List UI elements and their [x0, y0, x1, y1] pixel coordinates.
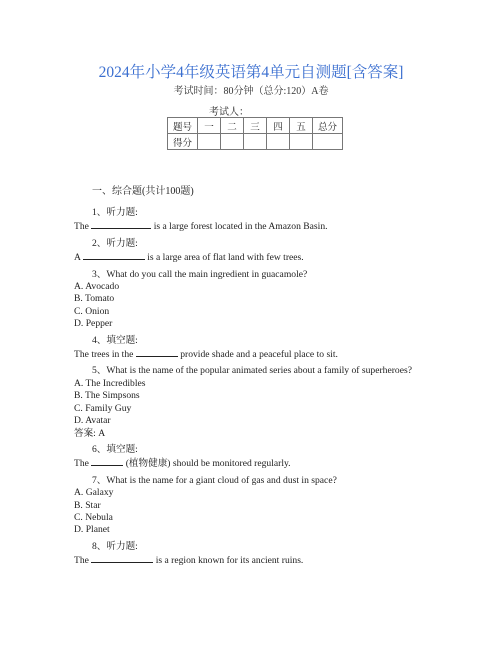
- question-text-after: is a region known for its ancient ruins.: [153, 555, 304, 567]
- question-text: [74, 347, 484, 361]
- answer-blank: [83, 250, 145, 260]
- question-text-after: is a large forest located in the Amazon Basin.: [151, 221, 328, 233]
- question-text-after: (植物健康) should be monitored regularly.: [123, 458, 291, 470]
- score-table: [167, 117, 343, 150]
- score-header-cell: 三: [244, 118, 267, 134]
- answer-blank: [91, 219, 151, 229]
- question-text: [74, 219, 484, 233]
- score-cell: [290, 134, 313, 150]
- question-text: [74, 553, 484, 567]
- question-head: 7、What is the name for a giant cloud of gas and dust in space?: [92, 474, 337, 486]
- option: C. Family Guy: [74, 402, 132, 414]
- question-list: [74, 203, 484, 572]
- question-head: 8、听力题:: [92, 540, 138, 552]
- score-header-cell: 二: [221, 118, 244, 134]
- answer-key: 答案: A: [74, 427, 106, 439]
- section-title: 一、综合题(共计100题): [92, 186, 194, 197]
- option: D. Avatar: [74, 415, 111, 427]
- score-cell: [221, 134, 244, 150]
- score-row-label: 得分: [168, 134, 198, 150]
- answer-blank: [91, 456, 123, 466]
- score-header-cell: 五: [290, 118, 313, 134]
- score-table-header-row: [168, 118, 343, 134]
- question-head: 6、填空题:: [92, 443, 138, 455]
- question-text-after: is a large area of flat land with few trees.: [144, 252, 304, 264]
- score-cell: [244, 134, 267, 150]
- question-text-before: The trees in the: [74, 349, 136, 361]
- option: C. Nebula: [74, 511, 113, 523]
- option: B. Star: [74, 499, 101, 511]
- score-cell: [198, 134, 221, 150]
- score-table-score-row: [168, 134, 343, 150]
- question-head: 3、What do you call the main ingredient in guacamole?: [92, 268, 308, 280]
- score-header-cell: 题号: [168, 118, 198, 134]
- question-text-before: The: [74, 555, 92, 567]
- option: A. Avocado: [74, 281, 120, 293]
- option: C. Onion: [74, 305, 110, 317]
- examinee-field: [209, 103, 297, 118]
- question-text-before: The: [74, 221, 92, 233]
- answer-blank: [91, 553, 153, 563]
- question-head: 4、填空题:: [92, 334, 138, 346]
- question-text: [74, 250, 484, 264]
- option: B. The Simpsons: [74, 390, 140, 402]
- option: D. Planet: [74, 524, 110, 536]
- examinee-label: 考试人：: [209, 107, 249, 118]
- question-text-before: A: [74, 252, 83, 264]
- score-cell: [313, 134, 343, 150]
- score-header-cell: 总分: [313, 118, 343, 134]
- question-text-before: The: [74, 458, 92, 470]
- option: D. Pepper: [74, 318, 113, 330]
- score-cell: [267, 134, 290, 150]
- question-text-after: provide shade and a peaceful place to sit.: [177, 349, 338, 361]
- option: B. Tomato: [74, 293, 115, 305]
- score-header-cell: 一: [198, 118, 221, 134]
- page-title: 2024年小学4年级英语第4单元自测题[含答案]: [98, 64, 404, 81]
- option: A. The Incredibles: [74, 377, 146, 389]
- answer-blank: [136, 347, 178, 357]
- question-head: 1、听力题:: [92, 207, 138, 218]
- question-head: 5、What is the name of the popular animated series about a family of superheroes?: [92, 365, 412, 377]
- question-text: [74, 456, 484, 470]
- score-header-cell: 四: [267, 118, 290, 134]
- exam-info: 考试时间：80分钟（总分:120）A卷: [173, 86, 329, 97]
- option: A. Galaxy: [74, 487, 114, 499]
- question-head: 2、听力题:: [92, 237, 138, 249]
